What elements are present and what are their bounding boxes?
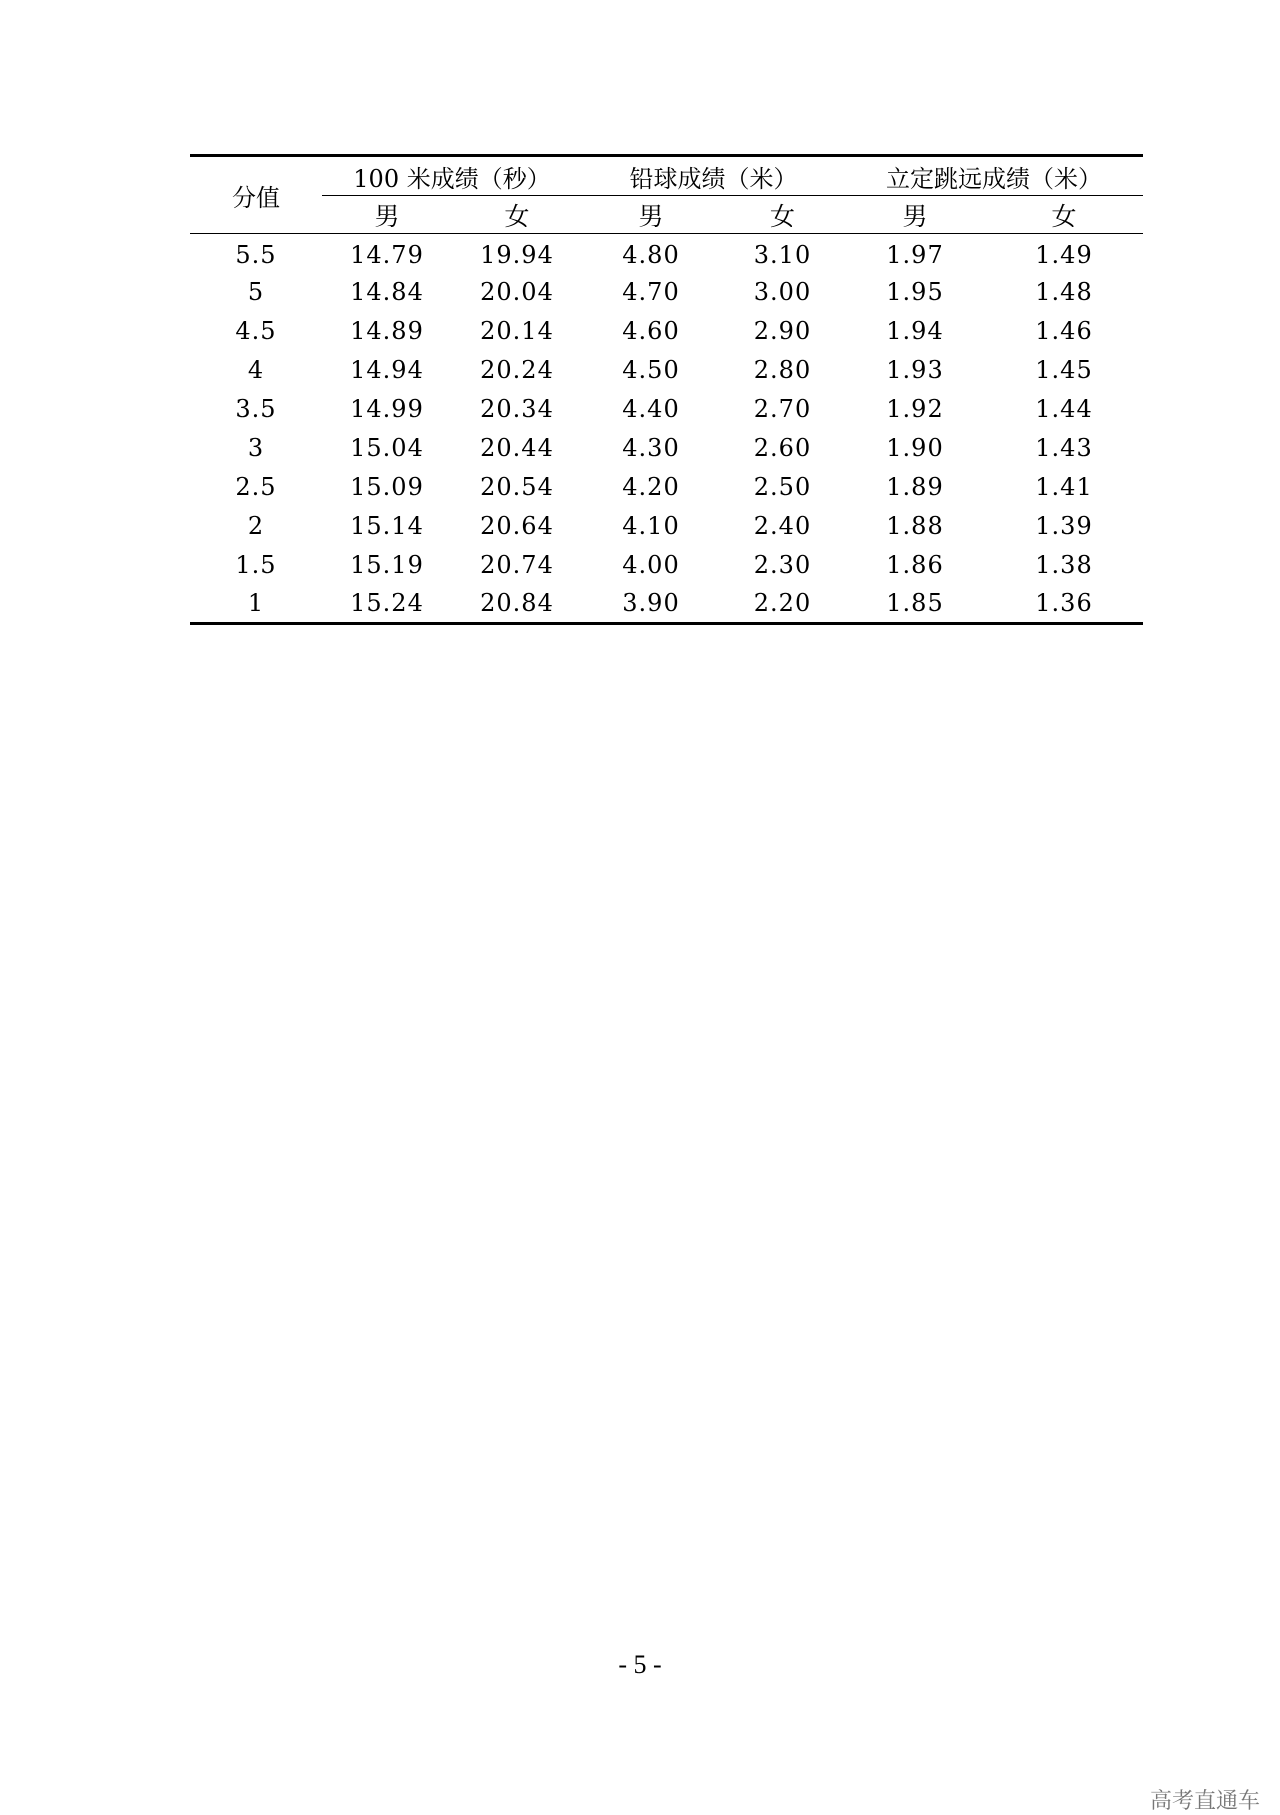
long-jump-male-cell: 1.93 — [886, 356, 944, 384]
long-jump-male-cell: 1.88 — [886, 512, 944, 540]
shot-put-header: 铅球成绩（米） — [582, 156, 845, 196]
score-cell: 2.5 — [235, 473, 277, 501]
long-jump-female-cell: 1.38 — [1035, 551, 1093, 579]
table-row — [190, 585, 1143, 624]
sprint-female-cell: 20.04 — [480, 278, 554, 306]
long-jump-male-cell: 1.97 — [886, 241, 944, 270]
sprint-male-header: 男 — [322, 196, 452, 234]
header-row-groups — [190, 156, 1143, 196]
shot-put-female-cell: 2.90 — [753, 317, 812, 345]
shot-put-male-cell: 4.20 — [622, 473, 680, 501]
long-jump-female-cell: 1.48 — [1035, 278, 1093, 306]
long-jump-male-cell: 1.95 — [886, 278, 944, 306]
shot-put-female-cell: 3.10 — [753, 241, 812, 270]
page-number: - 5 - — [618, 1650, 662, 1679]
header-row-gender — [190, 196, 1143, 234]
table-row — [190, 507, 1143, 546]
long-jump-header: 立定跳远成绩（米） — [845, 156, 1143, 196]
long-jump-female-cell: 1.49 — [1035, 241, 1093, 270]
shot-put-female-cell: 2.40 — [753, 512, 812, 540]
sprint-male-cell: 15.14 — [350, 512, 424, 540]
score-cell: 3.5 — [235, 395, 277, 423]
sprint-female-cell: 20.44 — [480, 434, 554, 462]
score-cell: 5 — [247, 278, 265, 306]
sprint-male-cell: 15.19 — [350, 551, 424, 579]
sprint-male-cell: 14.89 — [350, 317, 424, 345]
sprint-female-cell: 20.64 — [480, 512, 554, 540]
long-jump-male-header: 男 — [845, 196, 985, 234]
score-table — [190, 154, 1143, 625]
shot-put-female-cell: 2.70 — [753, 395, 812, 423]
long-jump-female-cell: 1.43 — [1035, 434, 1093, 462]
long-jump-male-cell: 1.89 — [886, 473, 944, 501]
score-cell: 1 — [190, 585, 322, 624]
shot-put-male-cell: 4.80 — [622, 241, 680, 270]
shot-put-male-cell: 4.30 — [622, 434, 680, 462]
score-cell: 5.5 — [235, 241, 277, 270]
shot-put-female-header: 女 — [720, 196, 845, 234]
shot-put-female-cell: 2.80 — [753, 356, 812, 384]
shot-put-female-cell: 2.50 — [753, 473, 812, 501]
long-jump-female-cell: 1.45 — [1035, 356, 1093, 384]
long-jump-male-cell: 1.86 — [886, 551, 944, 579]
sprint-female-cell: 20.24 — [480, 356, 554, 384]
sprint-header: 100 米成绩（秒） — [322, 156, 582, 196]
sprint-female-cell: 20.14 — [480, 317, 554, 345]
score-cell: 2 — [247, 512, 265, 540]
table-row — [190, 312, 1143, 351]
shot-put-female-cell: 2.60 — [753, 434, 812, 462]
long-jump-male-cell: 1.85 — [845, 585, 985, 624]
score-cell: 1.5 — [235, 551, 277, 579]
long-jump-female-cell: 1.44 — [1035, 395, 1093, 423]
long-jump-male-cell: 1.92 — [886, 395, 944, 423]
score-cell: 4.5 — [235, 317, 277, 345]
shot-put-male-cell: 4.60 — [622, 317, 680, 345]
shot-put-male-cell: 4.10 — [622, 512, 680, 540]
table-body — [190, 234, 1143, 624]
sprint-male-cell: 15.24 — [322, 585, 452, 624]
table-row — [190, 546, 1143, 585]
long-jump-female-cell: 1.36 — [985, 585, 1143, 624]
shot-put-male-cell: 4.40 — [622, 395, 680, 423]
sprint-male-cell: 14.99 — [350, 395, 424, 423]
sprint-male-cell: 15.09 — [350, 473, 424, 501]
sprint-female-cell: 20.54 — [480, 473, 554, 501]
watermark: 高考直通车 — [1149, 1789, 1260, 1814]
table-row — [190, 234, 1143, 273]
sprint-female-header: 女 — [452, 196, 582, 234]
shot-put-male-cell: 4.00 — [622, 551, 680, 579]
table-row — [190, 273, 1143, 312]
score-header: 分值 — [190, 156, 322, 234]
shot-put-male-cell: 4.50 — [622, 356, 680, 384]
sprint-female-cell: 20.84 — [452, 585, 582, 624]
long-jump-male-cell: 1.94 — [886, 317, 944, 345]
sprint-female-cell: 19.94 — [480, 241, 554, 270]
table-row — [190, 468, 1143, 507]
long-jump-female-cell: 1.39 — [1035, 512, 1093, 540]
long-jump-female-cell: 1.46 — [1035, 317, 1093, 345]
score-cell: 3 — [247, 434, 265, 462]
table-row — [190, 351, 1143, 390]
shot-put-female-cell: 3.00 — [753, 278, 812, 306]
shot-put-male-cell: 4.70 — [622, 278, 680, 306]
long-jump-female-cell: 1.41 — [1035, 473, 1093, 501]
sprint-male-cell: 14.94 — [350, 356, 424, 384]
shot-put-female-cell: 2.30 — [753, 551, 812, 579]
table-row — [190, 390, 1143, 429]
sprint-female-cell: 20.34 — [480, 395, 554, 423]
sprint-male-cell: 15.04 — [350, 434, 424, 462]
sprint-male-cell: 14.84 — [350, 278, 424, 306]
long-jump-female-header: 女 — [985, 196, 1143, 234]
shot-put-female-cell: 2.20 — [720, 585, 845, 624]
long-jump-male-cell: 1.90 — [886, 434, 944, 462]
shot-put-male-header: 男 — [582, 196, 720, 234]
sprint-female-cell: 20.74 — [480, 551, 554, 579]
table-row — [190, 429, 1143, 468]
score-cell: 4 — [247, 356, 265, 384]
sprint-male-cell: 14.79 — [350, 241, 424, 270]
shot-put-male-cell: 3.90 — [582, 585, 720, 624]
